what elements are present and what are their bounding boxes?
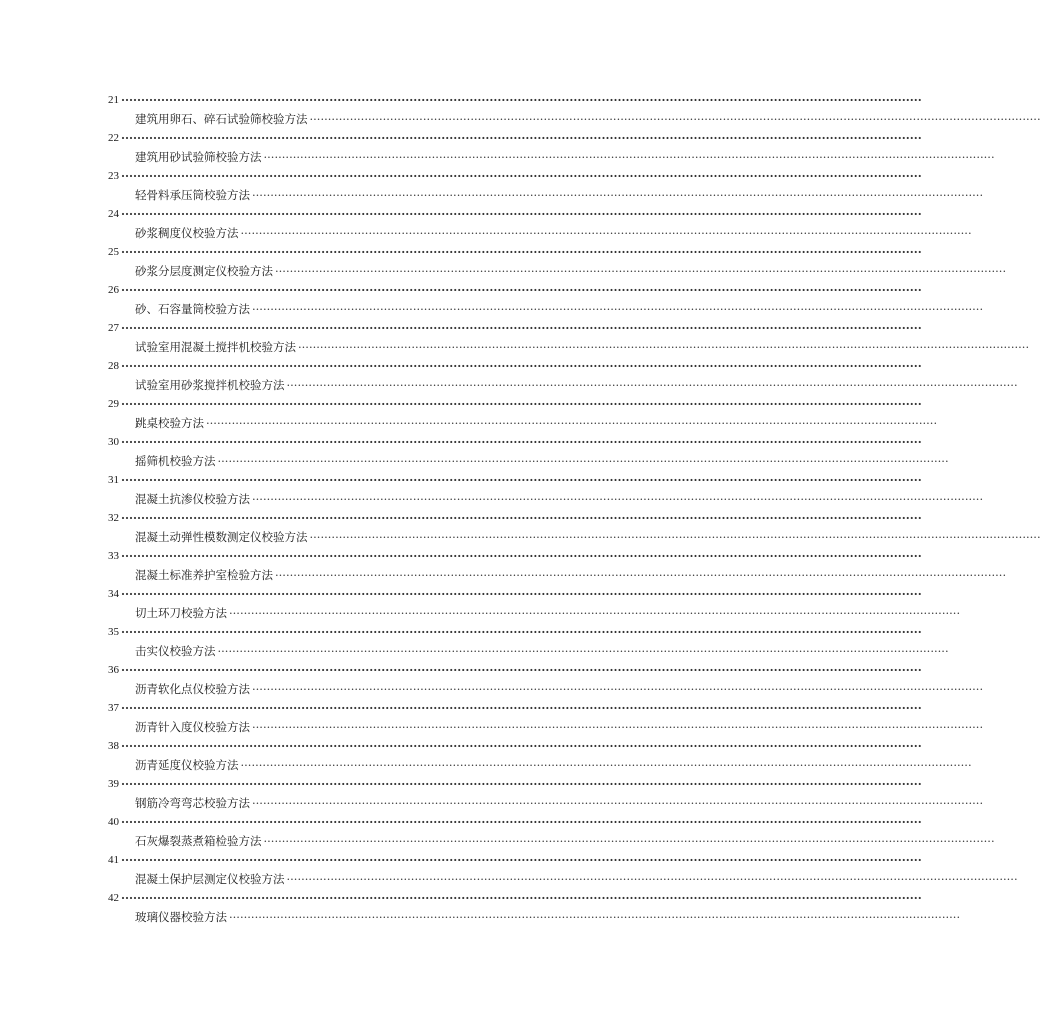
dot-leader: ········································································································································································································ bbox=[252, 796, 984, 810]
toc-entry-number: 35 bbox=[108, 626, 119, 638]
toc-entry-number: 27 bbox=[108, 322, 119, 334]
toc-number-line bbox=[108, 696, 922, 715]
dot-leader: ········································································································································································································ bbox=[275, 264, 1007, 278]
toc-entry bbox=[108, 506, 1041, 544]
dot-leader: ········································································································································································································ bbox=[240, 226, 972, 240]
dot-leader: ········································································································································································································ bbox=[121, 549, 922, 563]
dot-leader: ········································································································································································································ bbox=[121, 815, 922, 829]
dot-leader: ········································································································································································································ bbox=[286, 378, 1018, 392]
dot-leader: ········································································································································································································ bbox=[309, 530, 1041, 544]
toc-entry bbox=[108, 886, 961, 924]
toc-entry-number: 23 bbox=[108, 170, 119, 182]
dot-leader: ········································································································································································································ bbox=[121, 777, 922, 791]
toc-entry bbox=[108, 240, 1007, 278]
toc-title-line bbox=[108, 867, 1018, 886]
dot-leader: ········································································································································································································ bbox=[121, 511, 922, 525]
dot-leader: ········································································································································································································ bbox=[263, 150, 995, 164]
toc-entry-number: 33 bbox=[108, 550, 119, 562]
toc-entry-title: 建筑用砂试验筛校验方法 bbox=[135, 150, 262, 164]
toc-title-line bbox=[108, 411, 938, 430]
toc-entry bbox=[108, 468, 984, 506]
dot-leader: ········································································································································································································ bbox=[121, 397, 922, 411]
toc-number-line bbox=[108, 886, 922, 905]
toc-entry-title: 摇筛机校验方法 bbox=[135, 454, 216, 468]
toc-entry bbox=[108, 734, 972, 772]
dot-leader: ········································································································································································································ bbox=[121, 701, 922, 715]
toc-title-line bbox=[108, 449, 949, 468]
toc-number-line bbox=[108, 544, 922, 563]
toc-entry-title: 砂、石容量筒校验方法 bbox=[135, 302, 250, 316]
toc-entry-title: 砂浆稠度仪校验方法 bbox=[135, 226, 239, 240]
toc-number-line bbox=[108, 848, 922, 867]
toc-entry-number: 28 bbox=[108, 360, 119, 372]
toc-entry bbox=[108, 658, 984, 696]
toc-entry-number: 39 bbox=[108, 778, 119, 790]
toc-entry-title: 钢筋冷弯弯芯校验方法 bbox=[135, 796, 250, 810]
toc-title-line bbox=[108, 183, 984, 202]
toc-entry bbox=[108, 316, 1030, 354]
toc-entry bbox=[108, 88, 1041, 126]
dot-leader: ········································································································································································································ bbox=[252, 188, 984, 202]
toc-entry-title: 混凝土保护层测定仪校验方法 bbox=[135, 872, 285, 886]
dot-leader: ········································································································································································································ bbox=[298, 340, 1030, 354]
dot-leader: ········································································································································································································ bbox=[286, 872, 1018, 886]
toc-number-line bbox=[108, 354, 922, 373]
toc-number-line bbox=[108, 506, 922, 525]
toc-title-line bbox=[108, 221, 972, 240]
dot-leader: ········································································································································································································ bbox=[121, 739, 922, 753]
toc-entry-number: 29 bbox=[108, 398, 119, 410]
dot-leader: ········································································································································································································ bbox=[206, 416, 938, 430]
dot-leader: ········································································································································································································ bbox=[121, 473, 922, 487]
toc-entry-title: 轻骨料承压筒校验方法 bbox=[135, 188, 250, 202]
toc-entry-number: 42 bbox=[108, 892, 119, 904]
dot-leader: ········································································································································································································ bbox=[229, 910, 961, 924]
toc-entry-title: 沥青软化点仪校验方法 bbox=[135, 682, 250, 696]
toc-entry-number: 31 bbox=[108, 474, 119, 486]
toc-entry-title: 建筑用卵石、碎石试验筛校验方法 bbox=[135, 112, 308, 126]
dot-leader: ········································································································································································································ bbox=[121, 663, 922, 677]
toc-title-line bbox=[108, 145, 995, 164]
toc-number-line bbox=[108, 202, 922, 221]
toc-number-line bbox=[108, 430, 922, 449]
toc-number-line bbox=[108, 164, 922, 183]
toc-entry-title: 玻璃仪器校验方法 bbox=[135, 910, 227, 924]
toc-title-line bbox=[108, 639, 949, 658]
toc-entry bbox=[108, 164, 984, 202]
dot-leader: ········································································································································································································ bbox=[121, 131, 922, 145]
toc-number-line bbox=[108, 734, 922, 753]
toc-number-line bbox=[108, 468, 922, 487]
toc-entry bbox=[108, 696, 984, 734]
dot-leader: ········································································································································································································ bbox=[229, 606, 961, 620]
dot-leader: ········································································································································································································ bbox=[309, 112, 1041, 126]
toc-title-line bbox=[108, 487, 984, 506]
dot-leader: ········································································································································································································ bbox=[121, 321, 922, 335]
toc-entry-number: 36 bbox=[108, 664, 119, 676]
toc-title-line bbox=[108, 107, 1041, 126]
toc-entry-number: 37 bbox=[108, 702, 119, 714]
dot-leader: ········································································································································································································ bbox=[252, 302, 984, 316]
dot-leader: ········································································································································································································ bbox=[121, 625, 922, 639]
toc-entry-number: 25 bbox=[108, 246, 119, 258]
dot-leader: ········································································································································································································ bbox=[252, 720, 984, 734]
toc-number-line bbox=[108, 582, 922, 601]
toc-entry-number: 26 bbox=[108, 284, 119, 296]
toc-entry-number: 41 bbox=[108, 854, 119, 866]
toc-title-line bbox=[108, 259, 1007, 278]
toc-entry-number: 21 bbox=[108, 94, 119, 106]
toc-entry-title: 混凝土动弹性模数测定仪校验方法 bbox=[135, 530, 308, 544]
toc-entry bbox=[108, 126, 995, 164]
dot-leader: ········································································································································································································ bbox=[121, 283, 922, 297]
dot-leader: ········································································································································································································ bbox=[121, 853, 922, 867]
toc-title-line bbox=[108, 829, 995, 848]
toc-title-line bbox=[108, 715, 984, 734]
toc-title-line bbox=[108, 753, 972, 772]
dot-leader: ········································································································································································································ bbox=[121, 169, 922, 183]
toc-entry-title: 混凝土抗渗仪校验方法 bbox=[135, 492, 250, 506]
dot-leader: ········································································································································································································ bbox=[240, 758, 972, 772]
dot-leader: ········································································································································································································ bbox=[121, 435, 922, 449]
toc-number-line bbox=[108, 658, 922, 677]
toc-entry-number: 40 bbox=[108, 816, 119, 828]
toc-entry-number: 24 bbox=[108, 208, 119, 220]
toc-entry-number: 38 bbox=[108, 740, 119, 752]
toc-entry bbox=[108, 354, 1018, 392]
dot-leader: ········································································································································································································ bbox=[121, 891, 922, 905]
dot-leader: ········································································································································································································ bbox=[121, 207, 922, 221]
toc-number-line bbox=[108, 810, 922, 829]
toc-entry-number: 22 bbox=[108, 132, 119, 144]
table-of-contents bbox=[108, 88, 1041, 924]
toc-entry-title: 石灰爆裂蒸煮箱检验方法 bbox=[135, 834, 262, 848]
toc-entry bbox=[108, 202, 972, 240]
toc-entry-title: 砂浆分层度测定仪校验方法 bbox=[135, 264, 273, 278]
toc-number-line bbox=[108, 620, 922, 639]
toc-title-line bbox=[108, 601, 961, 620]
toc-entry bbox=[108, 544, 1007, 582]
toc-entry-title: 沥青延度仪校验方法 bbox=[135, 758, 239, 772]
toc-entry bbox=[108, 620, 949, 658]
toc-number-line bbox=[108, 240, 922, 259]
toc-entry-title: 混凝土标准养护室检验方法 bbox=[135, 568, 273, 582]
dot-leader: ········································································································································································································ bbox=[121, 359, 922, 373]
dot-leader: ········································································································································································································ bbox=[121, 93, 922, 107]
toc-entry bbox=[108, 278, 984, 316]
toc-entry bbox=[108, 430, 949, 468]
toc-title-line bbox=[108, 373, 1018, 392]
toc-title-line bbox=[108, 297, 984, 316]
dot-leader: ········································································································································································································ bbox=[217, 644, 949, 658]
toc-number-line bbox=[108, 278, 922, 297]
toc-title-line bbox=[108, 563, 1007, 582]
toc-title-line bbox=[108, 525, 1041, 544]
toc-entry-title: 试验室用砂浆搅拌机校验方法 bbox=[135, 378, 285, 392]
toc-entry-title: 切土环刀校验方法 bbox=[135, 606, 227, 620]
toc-entry-number: 34 bbox=[108, 588, 119, 600]
toc-entry bbox=[108, 810, 995, 848]
dot-leader: ········································································································································································································ bbox=[121, 587, 922, 601]
dot-leader: ········································································································································································································ bbox=[217, 454, 949, 468]
dot-leader: ········································································································································································································ bbox=[252, 682, 984, 696]
toc-number-line bbox=[108, 392, 922, 411]
toc-entry-number: 32 bbox=[108, 512, 119, 524]
toc-entry bbox=[108, 848, 1018, 886]
toc-title-line bbox=[108, 677, 984, 696]
toc-entry-title: 跳桌校验方法 bbox=[135, 416, 204, 430]
toc-number-line bbox=[108, 772, 922, 791]
toc-entry bbox=[108, 772, 984, 810]
toc-title-line bbox=[108, 791, 984, 810]
toc-entry bbox=[108, 582, 961, 620]
toc-number-line bbox=[108, 316, 922, 335]
toc-entry-title: 试验室用混凝土搅拌机校验方法 bbox=[135, 340, 296, 354]
toc-entry-number: 30 bbox=[108, 436, 119, 448]
toc-entry bbox=[108, 392, 938, 430]
dot-leader: ········································································································································································································ bbox=[121, 245, 922, 259]
toc-title-line bbox=[108, 905, 961, 924]
toc-number-line bbox=[108, 88, 922, 107]
toc-title-line bbox=[108, 335, 1030, 354]
dot-leader: ········································································································································································································ bbox=[275, 568, 1007, 582]
toc-entry-title: 击实仪校验方法 bbox=[135, 644, 216, 658]
toc-entry-title: 沥青针入度仪校验方法 bbox=[135, 720, 250, 734]
dot-leader: ········································································································································································································ bbox=[252, 492, 984, 506]
dot-leader: ········································································································································································································ bbox=[263, 834, 995, 848]
toc-number-line bbox=[108, 126, 922, 145]
